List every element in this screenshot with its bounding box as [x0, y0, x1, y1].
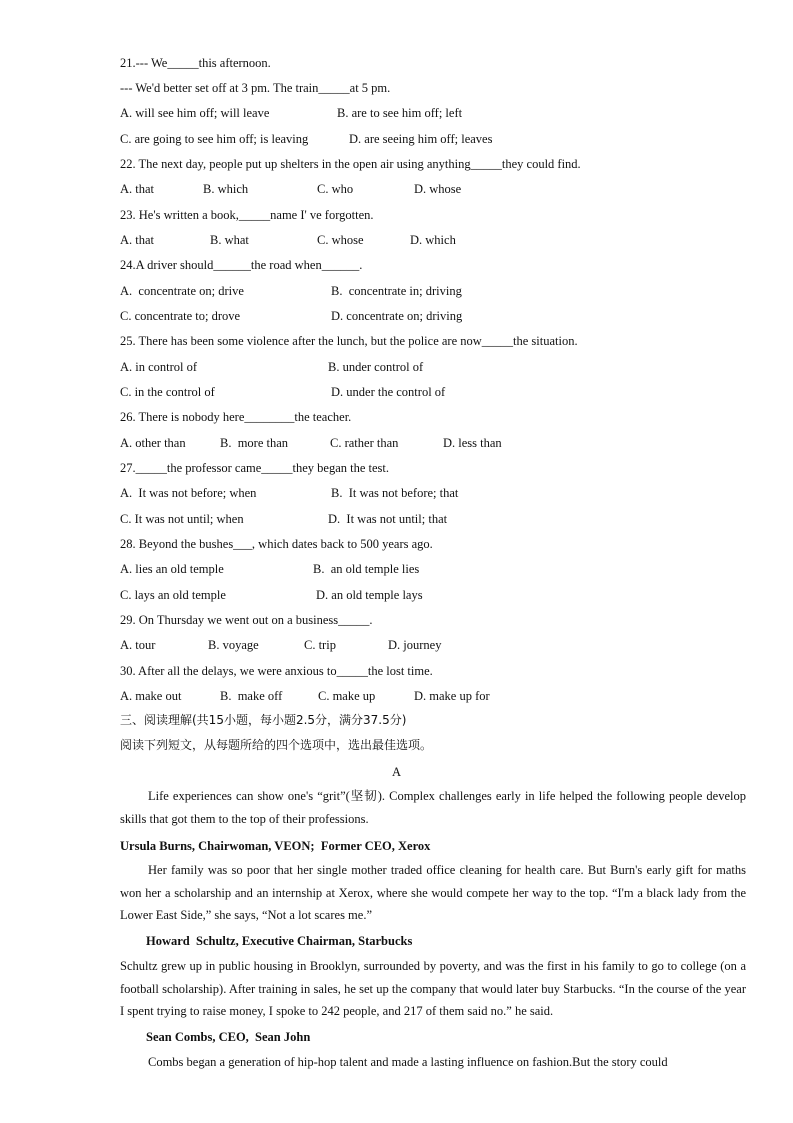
person-1-paragraph	[120, 859, 746, 927]
question-28-option-a: A. lies an old temple	[120, 562, 224, 576]
person-2-name: Howard Schultz, Executive Chairman, Starbucks	[146, 934, 413, 948]
person-3-paragraph	[120, 1051, 746, 1074]
question-25-option-c: C. in the control of	[120, 385, 215, 399]
question-27-option-a: A. It was not before; when	[120, 486, 257, 500]
question-27-option-c: C. It was not until; when	[120, 512, 244, 526]
question-23-option-b: B. what	[210, 233, 249, 247]
question-26-option-c: C. rather than	[330, 436, 399, 450]
question-26-option-b: B. more than	[220, 436, 289, 450]
question-24-option-b: B. concentrate in; driving	[331, 284, 462, 298]
question-23-option-d: D. which	[410, 233, 456, 247]
question-27-option-d: D. It was not until; that	[328, 512, 448, 526]
question-22-option-b: B. which	[203, 182, 249, 196]
question-29-stem: 29. On Thursday we went out on a business_____.	[120, 613, 373, 627]
question-25-option-b: B. under control of	[328, 360, 424, 374]
question-27-option-b: B. It was not before; that	[331, 486, 459, 500]
question-21-option-b: B. are to see him off; left	[337, 106, 463, 120]
question-24-option-d: D. concentrate on; driving	[331, 309, 463, 323]
question-23-stem: 23. He's written a book,_____name I' ve forgotten.	[120, 208, 374, 222]
question-21-stem-1: 21.--- We_____this afternoon.	[120, 56, 271, 70]
question-25-option-d: D. under the control of	[331, 385, 446, 399]
person-3-name: Sean Combs, CEO, Sean John	[146, 1030, 311, 1044]
question-21-option-d: D. are seeing him off; leaves	[349, 132, 493, 146]
person-2-paragraph	[120, 955, 746, 1023]
question-26-option-d: D. less than	[443, 436, 502, 450]
question-25-stem: 25. There has been some violence after the lunch, but the police are now_____the situation.	[120, 334, 578, 348]
question-26-option-a: A. other than	[120, 436, 186, 450]
question-21-stem-2: --- We'd better set off at 3 pm. The train_____at 5 pm.	[120, 81, 391, 95]
question-29-option-a: A. tour	[120, 638, 156, 652]
person-1-name: Ursula Burns, Chairwoman, VEON; Former CEO, Xerox	[120, 839, 431, 853]
question-23-option-a: A. that	[120, 233, 155, 247]
passage-intro-text: Life experiences can show one's “grit”(坚韧). Complex challenges early in life helped the following people develop skills that got them to the top of their professions.	[120, 789, 746, 826]
question-22-stem: 22. The next day, people put up shelters in the open air using anything_____they could find.	[120, 157, 581, 171]
question-24-option-c: C. concentrate to; drove	[120, 309, 241, 323]
question-30-option-b: B. make off	[220, 689, 283, 703]
question-28-stem: 28. Beyond the bushes___, which dates back to 500 years ago.	[120, 537, 433, 551]
question-28-option-b: B. an old temple lies	[313, 562, 420, 576]
question-30-option-a: A. make out	[120, 689, 182, 703]
passage-intro	[120, 785, 746, 830]
question-22-option-d: D. whose	[414, 182, 462, 196]
question-22-option-c: C. who	[317, 182, 354, 196]
question-30-stem: 30. After all the delays, we were anxious to_____the lost time.	[120, 664, 433, 678]
passage-label: A	[391, 765, 402, 779]
question-30-option-c: C. make up	[318, 689, 376, 703]
question-24-stem: 24.A driver should______the road when______.	[120, 258, 363, 272]
question-29-option-c: C. trip	[304, 638, 336, 652]
question-30-option-d: D. make up for	[414, 689, 490, 703]
question-28-option-d: D. an old temple lays	[316, 588, 423, 602]
section-heading: 三、阅读理解(共15小题，每小题2.5分，满分37.5分)	[120, 713, 407, 727]
question-25-option-a: A. in control of	[120, 360, 198, 374]
question-27-stem: 27._____the professor came_____they began the test.	[120, 461, 390, 475]
question-28-option-c: C. lays an old temple	[120, 588, 226, 602]
question-22-option-a: A. that	[120, 182, 155, 196]
question-24-option-a: A. concentrate on; drive	[120, 284, 244, 298]
person-3-text: Combs began a generation of hip-hop talent and made a lasting influence on fashion.But the story could	[148, 1055, 668, 1069]
section-instruction: 阅读下列短文，从每题所给的四个选项中，选出最佳选项。	[120, 738, 433, 752]
question-26-stem: 26. There is nobody here________the teacher.	[120, 410, 352, 424]
person-2-text: Schultz grew up in public housing in Brooklyn, surrounded by poverty, and was the first in his family to go to college (on a football scholarship). After training in sales, he set up the company that would later buy Starbucks. “In the course of the year I spent trying to raise money, I spoke to 242 people, and 217 of them said no.” he said.	[120, 959, 746, 1018]
question-23-option-c: C. whose	[317, 233, 364, 247]
question-29-option-b: B. voyage	[208, 638, 259, 652]
question-21-option-a: A. will see him off; will leave	[120, 106, 270, 120]
question-29-option-d: D. journey	[388, 638, 442, 652]
person-1-text: Her family was so poor that her single mother traded office cleaning for health care. But Burn's early gift for maths won her a scholarship and an internship at Xerox, where she would compete her way to the top. “I'm a black lady from the Lower East Side,” she says, “Not a lot scares me.”	[120, 863, 746, 922]
question-21-option-c: C. are going to see him off; is leaving	[120, 132, 309, 146]
